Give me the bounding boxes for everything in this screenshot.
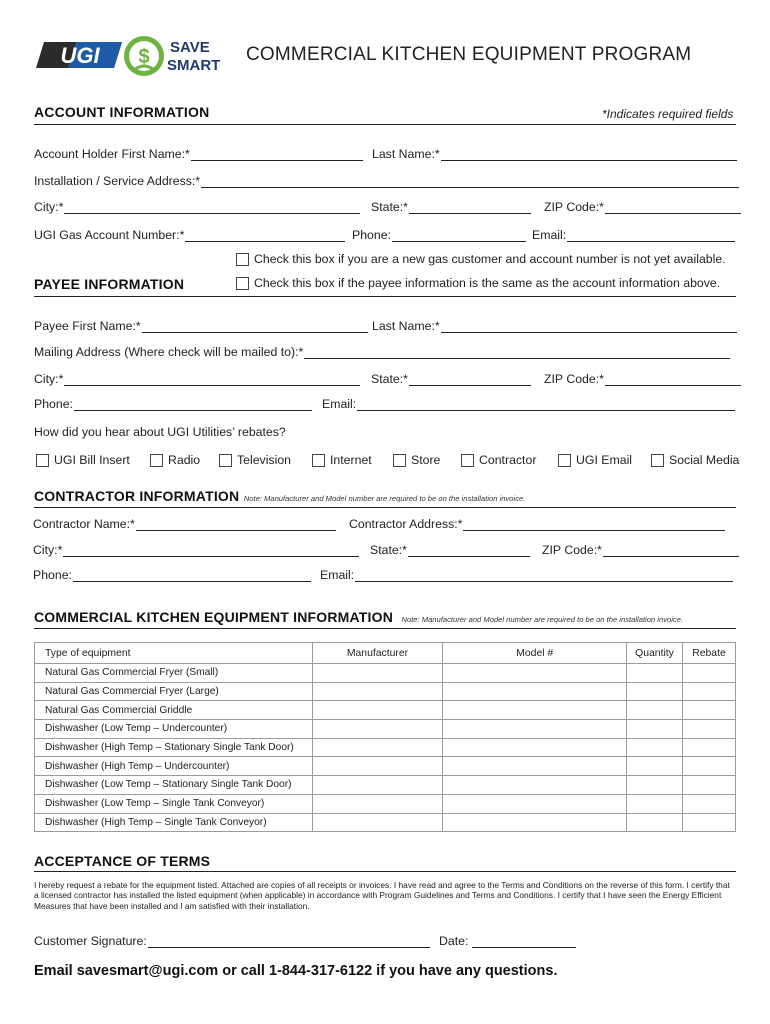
model-cell[interactable]	[443, 776, 627, 795]
page-title: COMMERCIAL KITCHEN EQUIPMENT PROGRAM	[246, 44, 692, 65]
column-header: Quantity	[627, 643, 683, 664]
checkbox-icon	[150, 454, 163, 467]
svg-text:SMART: SMART	[167, 57, 221, 74]
svg-text:$: $	[138, 46, 150, 68]
checkbox-icon	[393, 454, 406, 467]
account-city-field[interactable]: City:*	[34, 200, 360, 214]
contact-footer: Email savesmart@ugi.com or call 1-844-317-6122 if you have any questions.	[34, 963, 558, 979]
model-cell[interactable]	[443, 701, 627, 720]
account-phone-field[interactable]: Phone:	[352, 228, 526, 242]
table-row	[35, 664, 736, 683]
quantity-cell[interactable]	[627, 794, 683, 813]
equipment-type-cell: Natural Gas Commercial Fryer (Small)	[35, 664, 313, 683]
account-rule	[34, 124, 736, 125]
model-cell[interactable]	[443, 757, 627, 776]
equipment-type-cell: Dishwasher (High Temp – Undercounter)	[35, 757, 313, 776]
equipment-type-cell: Dishwasher (High Temp – Stationary Single Tank Door)	[35, 738, 313, 757]
checkbox-icon	[312, 454, 325, 467]
ugi-logo	[36, 38, 126, 72]
rebate-cell[interactable]	[683, 813, 736, 832]
account-heading: ACCOUNT INFORMATION	[34, 104, 210, 120]
rebate-cell[interactable]	[683, 720, 736, 739]
equipment-type-cell: Dishwasher (Low Temp – Single Tank Conveyor)	[35, 794, 313, 813]
quantity-cell[interactable]	[627, 776, 683, 795]
contractor-city-field[interactable]: City:*	[33, 543, 359, 557]
manufacturer-cell[interactable]	[312, 701, 443, 720]
source-contractor-checkbox[interactable]: Contractor	[461, 453, 536, 467]
source-internet-checkbox[interactable]: Internet	[312, 453, 372, 467]
quantity-cell[interactable]	[627, 757, 683, 776]
equipment-rule	[34, 628, 736, 629]
quantity-cell[interactable]	[627, 738, 683, 757]
contractor-email-field[interactable]: Email:	[320, 568, 733, 582]
payee-city-field[interactable]: City:*	[34, 372, 360, 386]
model-cell[interactable]	[443, 813, 627, 832]
table-row	[35, 720, 736, 739]
equipment-type-cell: Natural Gas Commercial Fryer (Large)	[35, 682, 313, 701]
account-email-field[interactable]: Email:	[532, 228, 735, 242]
rebate-cell[interactable]	[683, 794, 736, 813]
source-radio-checkbox[interactable]: Radio	[150, 453, 200, 467]
payee-first-name-field[interactable]: Payee First Name:*	[34, 319, 368, 333]
account-address-field[interactable]: Installation / Service Address:*	[34, 174, 739, 188]
manufacturer-cell[interactable]	[312, 682, 443, 701]
manufacturer-cell[interactable]	[312, 720, 443, 739]
column-header: Model #	[443, 643, 627, 664]
manufacturer-cell[interactable]	[312, 813, 443, 832]
contractor-zip-field[interactable]: ZIP Code:*	[542, 543, 739, 557]
quantity-cell[interactable]	[627, 701, 683, 720]
equipment-note: Note: Manufacturer and Model number are required to be on the installation invoice.	[401, 615, 684, 624]
account-number-field[interactable]: UGI Gas Account Number:*	[34, 228, 345, 242]
column-header: Manufacturer	[312, 643, 443, 664]
required-note: *Indicates required fields	[602, 107, 734, 121]
table-row	[35, 701, 736, 720]
acceptance-rule	[34, 871, 736, 872]
account-last-name-field[interactable]: Last Name:*	[372, 147, 737, 161]
manufacturer-cell[interactable]	[312, 664, 443, 683]
table-row	[35, 813, 736, 832]
acceptance-heading: ACCEPTANCE OF TERMS	[34, 853, 211, 869]
table-row	[35, 776, 736, 795]
checkbox-icon	[651, 454, 664, 467]
payee-heading: PAYEE INFORMATION	[34, 276, 185, 292]
contractor-heading: CONTRACTOR INFORMATION	[34, 488, 240, 504]
payee-email-field[interactable]: Email:	[322, 397, 735, 411]
model-cell[interactable]	[443, 682, 627, 701]
payee-phone-field[interactable]: Phone:	[34, 397, 312, 411]
rebate-cell[interactable]	[683, 738, 736, 757]
manufacturer-cell[interactable]	[312, 794, 443, 813]
table-row	[35, 757, 736, 776]
new-customer-checkbox[interactable]: Check this box if you are a new gas customer and account number is not yet available.	[236, 252, 726, 266]
svg-text:SAVE: SAVE	[170, 39, 210, 56]
equipment-table	[34, 642, 736, 832]
source-store-checkbox[interactable]: Store	[393, 453, 440, 467]
payee-rule	[34, 296, 736, 297]
checkbox-icon	[236, 253, 249, 266]
equipment-heading: COMMERCIAL KITCHEN EQUIPMENT INFORMATION	[34, 609, 394, 625]
manufacturer-cell[interactable]	[312, 757, 443, 776]
terms-text: I hereby request a rebate for the equipment listed. Attached are copies of all receipts or invoices. I have read and agree to the Terms and Conditions on the reverse of this form. I certify that a licensed contractor has installed the listed equipment (when applicable) in accordance with Program Guidelines and Terms and Conditions. I certify that I have seen the Energy Efficient Measures that have been installed and I am satisfied with their installation.	[34, 880, 730, 911]
source-ugi-email-checkbox[interactable]: UGI Email	[558, 453, 632, 467]
source-bill-insert-checkbox[interactable]: UGI Bill Insert	[36, 453, 130, 467]
manufacturer-cell[interactable]	[312, 776, 443, 795]
equipment-type-cell: Natural Gas Commercial Griddle	[35, 701, 313, 720]
equipment-type-cell: Dishwasher (Low Temp – Undercounter)	[35, 720, 313, 739]
source-social-media-checkbox[interactable]: Social Media	[651, 453, 739, 467]
column-header: Rebate	[683, 643, 736, 664]
checkbox-icon	[36, 454, 49, 467]
account-state-field[interactable]: State:*	[371, 200, 531, 214]
model-cell[interactable]	[443, 720, 627, 739]
quantity-cell[interactable]	[627, 664, 683, 683]
payee-zip-field[interactable]: ZIP Code:*	[544, 372, 741, 386]
svg-text:UGI: UGI	[60, 43, 100, 68]
model-cell[interactable]	[443, 794, 627, 813]
contractor-heading-row	[34, 488, 525, 506]
contractor-name-field[interactable]: Contractor Name:*	[33, 517, 336, 531]
checkbox-icon	[236, 277, 249, 290]
rebate-cell[interactable]	[683, 776, 736, 795]
hear-question: How did you hear about UGI Utilities’ rebates?	[34, 425, 286, 439]
table-row	[35, 738, 736, 757]
save-smart-logo	[122, 34, 234, 78]
rebate-cell[interactable]	[683, 701, 736, 720]
table-row	[35, 794, 736, 813]
equipment-type-cell: Dishwasher (Low Temp – Stationary Single Tank Door)	[35, 776, 313, 795]
payee-mailing-field[interactable]: Mailing Address (Where check will be mailed to):*	[34, 345, 730, 359]
contractor-note: Note: Manufacturer and Model number are required to be on the installation invoice.	[243, 494, 526, 503]
contractor-state-field[interactable]: State:*	[370, 543, 530, 557]
quantity-cell[interactable]	[627, 813, 683, 832]
payee-state-field[interactable]: State:*	[371, 372, 531, 386]
quantity-cell[interactable]	[627, 720, 683, 739]
rebate-cell[interactable]	[683, 757, 736, 776]
column-header: Type of equipment	[35, 643, 313, 664]
rebate-cell[interactable]	[683, 664, 736, 683]
rebate-cell[interactable]	[683, 682, 736, 701]
payee-last-name-field[interactable]: Last Name:*	[372, 319, 737, 333]
customer-signature-field[interactable]: Customer Signature:	[34, 934, 430, 948]
quantity-cell[interactable]	[627, 682, 683, 701]
equipment-heading-row	[34, 609, 683, 627]
source-television-checkbox[interactable]: Television	[219, 453, 291, 467]
equipment-type-cell: Dishwasher (High Temp – Single Tank Conveyor)	[35, 813, 313, 832]
contractor-address-field[interactable]: Contractor Address:*	[349, 517, 725, 531]
contractor-rule	[34, 507, 736, 508]
manufacturer-cell[interactable]	[312, 738, 443, 757]
model-cell[interactable]	[443, 664, 627, 683]
account-first-name-field[interactable]: Account Holder First Name:*	[34, 147, 363, 161]
signature-date-field[interactable]: Date:	[439, 934, 576, 948]
model-cell[interactable]	[443, 738, 627, 757]
checkbox-icon	[558, 454, 571, 467]
checkbox-icon	[219, 454, 232, 467]
checkbox-icon	[461, 454, 474, 467]
same-as-account-checkbox[interactable]: Check this box if the payee information is the same as the account information above.	[236, 276, 720, 290]
account-zip-field[interactable]: ZIP Code:*	[544, 200, 741, 214]
table-row	[35, 682, 736, 701]
table-header-row	[35, 643, 736, 664]
contractor-phone-field[interactable]: Phone:	[33, 568, 311, 582]
